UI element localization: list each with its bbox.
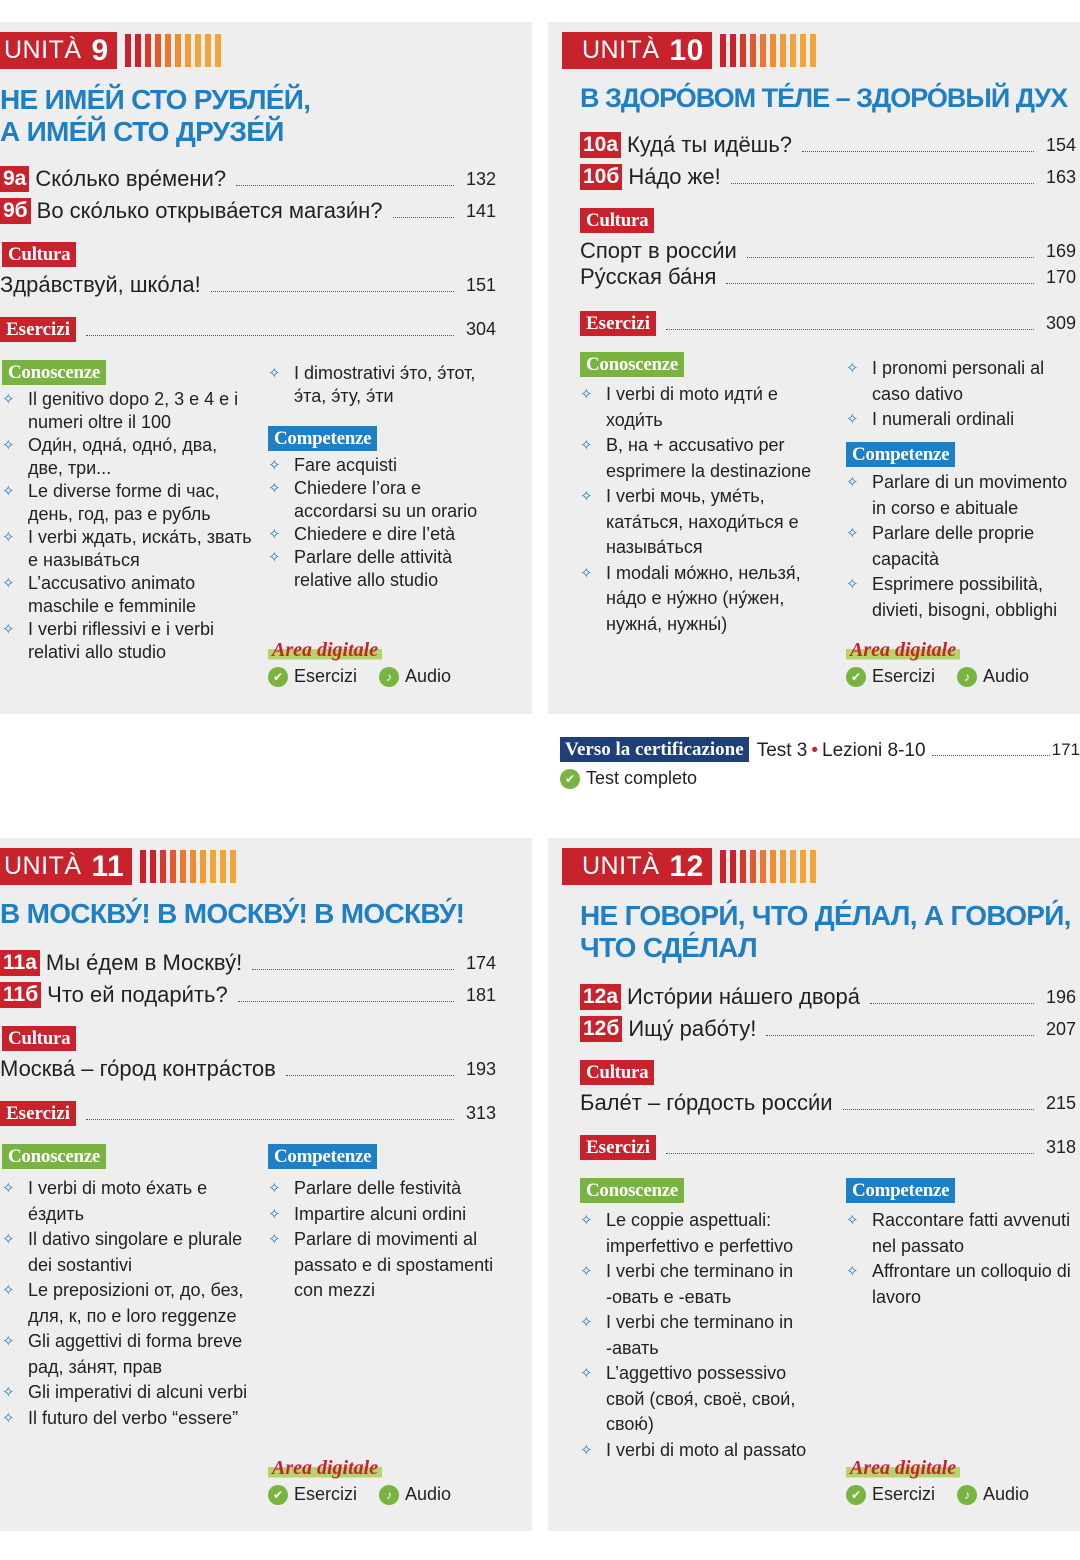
area-digitale [846,1456,1029,1505]
verso-badge: Verso la certificazione [560,737,749,762]
esercizi-row[interactable] [0,314,497,342]
page-number: 141 [466,201,497,221]
conoscenze-list [2,1176,252,1431]
cultura-row[interactable] [0,270,497,298]
check-icon: ✔ [560,769,580,789]
area-digitale-label: Area digitale [268,638,382,662]
list-item: ✧ Impartire alcuni ordini [268,1202,508,1228]
unit-tag [562,32,712,69]
check-icon: ✔ [846,1485,866,1505]
list-item: ✧ I verbi мочь, уме́ть, ката́ться, находи́ться e называ́ться [580,484,820,561]
conoscenze-badge: Conoscenze [2,1144,106,1169]
lesson-code: 9а [0,166,29,192]
list-item: ✧ Parlare di movimenti al passato e di spostamenti con mezzi [268,1227,508,1304]
check-icon: ✔ [846,667,866,687]
unit-title-line-1: В ЗДОРО́ВОМ ТЕ́ЛЕ – ЗДОРО́ВЫЙ ДУХ [580,83,1068,113]
unit-number: 11 [91,849,125,883]
competenze-badge: Competenze [268,1144,377,1169]
unit-title-line-1: НЕ ГОВОРИ́, ЧТО ДЕ́ЛАЛ, А ГОВОРИ́, [580,900,1071,931]
stripes-decoration [720,850,816,883]
unit-header [562,32,816,69]
area-esercizi-link[interactable]: Esercizi [872,1484,936,1504]
lesson-title: Ско́лько вре́мени? [35,166,227,191]
audio-icon: ♪ [379,1485,399,1505]
lesson-row[interactable] [0,196,497,224]
cultura-badge: Cultura [2,242,76,267]
list-item: ✧ Il dativo singolare e plurale dei sostantivi [2,1227,252,1278]
area-digitale-label: Area digitale [846,638,960,662]
list-item: ✧ Fare acquisti [268,454,508,477]
unit-9-card [0,22,532,714]
lesson-row[interactable] [580,1014,1077,1042]
area-digitale [846,638,1029,687]
list-item: ✧ Il futuro del verbo “essere” [2,1406,252,1432]
list-item: ✧ Raccontare fatti avvenuti nel passato [846,1208,1080,1259]
list-item: ✧ Affrontare un colloquio di lavoro [846,1259,1080,1310]
page-number: 163 [1046,167,1077,187]
competenze-list [268,1176,508,1304]
cultura-badge: Cultura [580,1060,654,1085]
list-item: ✧ I verbi riflessivi e i verbi relativi allo studio [2,618,252,664]
list-item: ✧ Parlare delle festività [268,1176,508,1202]
cultura-row[interactable] [580,236,1077,264]
unit-title-line-2: А ИМЕ́Й СТО ДРУЗЕ́Й [0,116,284,147]
stripes-decoration [140,850,236,883]
lesson-row[interactable] [580,130,1077,158]
lesson-code: 10а [580,132,621,158]
lesson-row[interactable] [0,980,497,1008]
list-item: ✧ В, на + accusativo per esprimere la destinazione [580,433,820,484]
area-esercizi-link[interactable]: Esercizi [872,666,936,686]
esercizi-row[interactable] [0,1098,497,1126]
unit-number: 12 [669,849,704,883]
list-item: ✧ I verbi di moto идти́ e ходи́ть [580,382,820,433]
esercizi-badge: Esercizi [580,1135,656,1160]
area-digitale [268,1456,451,1505]
page-number: 170 [1046,267,1077,287]
conoscenze-list [580,382,820,637]
page-number: 171 [1051,740,1080,759]
unit-number: 9 [91,33,109,67]
verso-lezioni: Lezioni 8-10 [822,740,926,761]
list-item: ✧ I pronomi personali al caso dativo [846,356,1080,407]
test-completo-label: Test completo [586,768,698,788]
page-number: 174 [466,953,497,973]
page-number: 151 [466,275,497,295]
unit-label: UNITÀ [4,852,82,880]
unit-10-card [548,22,1080,714]
list-item: ✧ Parlare delle attività relative allo studio [268,546,508,592]
list-item: ✧ Оди́н, одна́, одно́, два, две, три... [2,434,252,480]
competenze-badge: Competenze [846,442,955,467]
conoscenze-badge: Conoscenze [2,360,106,385]
list-item: ✧ Parlare di un movimento in corso e abituale [846,470,1080,521]
esercizi-badge: Esercizi [0,1101,76,1126]
lesson-title: Исто́рии на́шего двора́ [627,984,860,1009]
esercizi-badge: Esercizi [0,317,76,342]
cultura-title: Спорт в росси́и [580,238,737,263]
cultura-badge: Cultura [580,208,654,233]
list-item: ✧ I verbi che terminano in -авать [580,1310,820,1361]
cultura-title: Москва́ – го́род контра́стов [0,1056,276,1081]
list-item: ✧ Chiedere e dire l’età [268,523,508,546]
area-esercizi-link[interactable]: Esercizi [294,1484,358,1504]
area-digitale [268,638,451,687]
cultura-title: Здра́вствуй, шко́ла! [0,272,201,297]
list-item: ✧ I numerali ordinali [846,407,1080,433]
page-number: 215 [1046,1093,1077,1113]
list-item: ✧ I modali мо́жно, нельзя́, на́до e ну́жно (ну́жен, нужна́, нужны́) [580,561,820,638]
audio-icon: ♪ [957,667,977,687]
unit-title-line-2: ЧТО СДЕ́ЛАЛ [580,932,757,963]
lesson-code: 11а [0,950,40,976]
check-icon: ✔ [268,667,288,687]
lesson-title: Что ей подари́ть? [47,982,228,1007]
list-item: ✧ Gli aggettivi di forma breve рад, за́нят, прав [2,1329,252,1380]
page-number: 193 [466,1059,497,1079]
cultura-row[interactable] [580,1088,1077,1116]
list-item: ✧ I verbi che terminano in -овать e -евать [580,1259,820,1310]
page-number: 132 [466,169,497,189]
competenze-badge: Competenze [268,426,377,451]
lesson-code: 10б [580,164,622,190]
unit-tag [0,32,117,69]
check-icon: ✔ [268,1485,288,1505]
conoscenze-list [2,388,252,664]
cultura-row[interactable] [0,1054,497,1082]
list-item: ✧ I verbi ждать, иска́ть, звать e называ́ться [2,526,252,572]
unit-header [0,848,236,885]
cultura-badge: Cultura [2,1026,76,1051]
esercizi-row[interactable] [580,308,1077,336]
area-audio-link[interactable]: Audio [983,666,1030,686]
lesson-title: Ищу́ рабо́ту! [628,1016,757,1041]
unit-label: UNITÀ [582,36,660,64]
list-item: ✧ I dimostrativi э́то, э́тот, э́та, э́ту, э́ти [268,362,508,408]
lesson-code: 9б [0,198,31,224]
page-number: 181 [466,985,497,1005]
competenze-list [846,1208,1080,1310]
lesson-title: Во ско́лько открыва́ется магази́н? [36,198,383,223]
audio-icon: ♪ [379,667,399,687]
unit-title-line-1: В МОСКВУ́! В МОСКВУ́! В МОСКВУ́! [0,898,465,929]
esercizi-badge: Esercizi [580,311,656,336]
lesson-row[interactable] [580,982,1077,1010]
page-number: 169 [1046,241,1077,261]
unit-label: UNITÀ [4,36,82,64]
stripes-decoration [125,34,221,67]
verso-row[interactable]: Verso la certificazione Test 3 • Lezioni 8-10 171 [560,734,1080,762]
list-item: ✧ Gli imperativi di alcuni verbi [2,1380,252,1406]
list-item: ✧ Chiedere l’ora e accordarsi su un orario [268,477,508,523]
page-number: 154 [1046,135,1077,155]
unit-12-card [548,838,1080,1531]
list-item: ✧ I verbi di moto al passato [580,1438,820,1464]
page-number: 318 [1046,1137,1077,1157]
area-audio-link[interactable]: Audio [983,1484,1030,1504]
stripes-decoration [720,34,816,67]
page-number: 313 [466,1103,497,1123]
lesson-code: 12а [580,984,621,1010]
audio-icon: ♪ [957,1485,977,1505]
area-audio-link[interactable]: Audio [405,1484,452,1504]
competenze-list [846,470,1080,623]
unit-tag [562,848,712,885]
list-item: ✧ Parlare delle proprie capacità [846,521,1080,572]
conoscenze-badge: Conoscenze [580,1178,684,1203]
unit-number: 10 [669,33,704,67]
lesson-row[interactable] [0,164,497,192]
page-number: 304 [466,319,497,339]
list-item: ✧ Le coppie aspettuali: imperfettivo e perfettivo [580,1208,820,1259]
conoscenze-list-continued [268,362,508,408]
lesson-code: 11б [0,982,41,1008]
unit-tag [0,848,132,885]
test-completo[interactable] [560,768,1080,789]
unit-header [562,848,816,885]
lesson-row[interactable] [0,948,497,976]
lesson-row[interactable] [580,162,1077,190]
list-item: ✧ Esprimere possibilità, divieti, bisogni, obblighi [846,572,1080,623]
list-item: ✧ I verbi di moto е́хать e е́здить [2,1176,252,1227]
area-digitale-label: Area digitale [268,1456,382,1480]
area-digitale-label: Area digitale [846,1456,960,1480]
lesson-title: Мы е́дем в Москву́! [45,950,243,975]
page-number: 196 [1046,987,1077,1007]
cultura-title: Ру́сская ба́ня [580,264,717,289]
lesson-code: 12б [580,1016,622,1042]
cultura-title: Бале́т – го́рдость росси́и [580,1090,833,1115]
verso-test: Test 3 [756,740,808,761]
competenze-list [268,454,508,592]
list-item: ✧ Le preposizioni от, до, без, для, к, по e loro reggenze [2,1278,252,1329]
unit-header [0,32,221,69]
conoscenze-badge: Conoscenze [580,352,684,377]
list-item: ✧ Le diverse forme di час, день, год, раз e рубль [2,480,252,526]
area-esercizi-link[interactable]: Esercizi [294,666,358,686]
lesson-title: На́до же! [628,164,721,189]
competenze-badge: Competenze [846,1178,955,1203]
area-audio-link[interactable]: Audio [405,666,452,686]
unit-label: UNITÀ [582,852,660,880]
esercizi-row[interactable] [580,1132,1077,1160]
unit-title-line-1: НЕ ИМЕ́Й СТО РУБЛЕ́Й, [0,84,311,115]
unit-11-card [0,838,532,1531]
list-item: ✧ L’aggettivo possessivo свой (своя́, своё, свои́, свою́) [580,1361,820,1438]
page-number: 207 [1046,1019,1077,1039]
cultura-row[interactable] [580,262,1077,290]
list-item: ✧ Il genitivo dopo 2, 3 e 4 e i numeri oltre il 100 [2,388,252,434]
lesson-title: Куда́ ты идёшь? [627,132,793,157]
conoscenze-list-continued [846,356,1080,433]
conoscenze-list [580,1208,820,1463]
page-number: 309 [1046,313,1077,333]
verso-certificazione [560,734,1080,789]
list-item: ✧ L’accusativo animato maschile e femminile [2,572,252,618]
